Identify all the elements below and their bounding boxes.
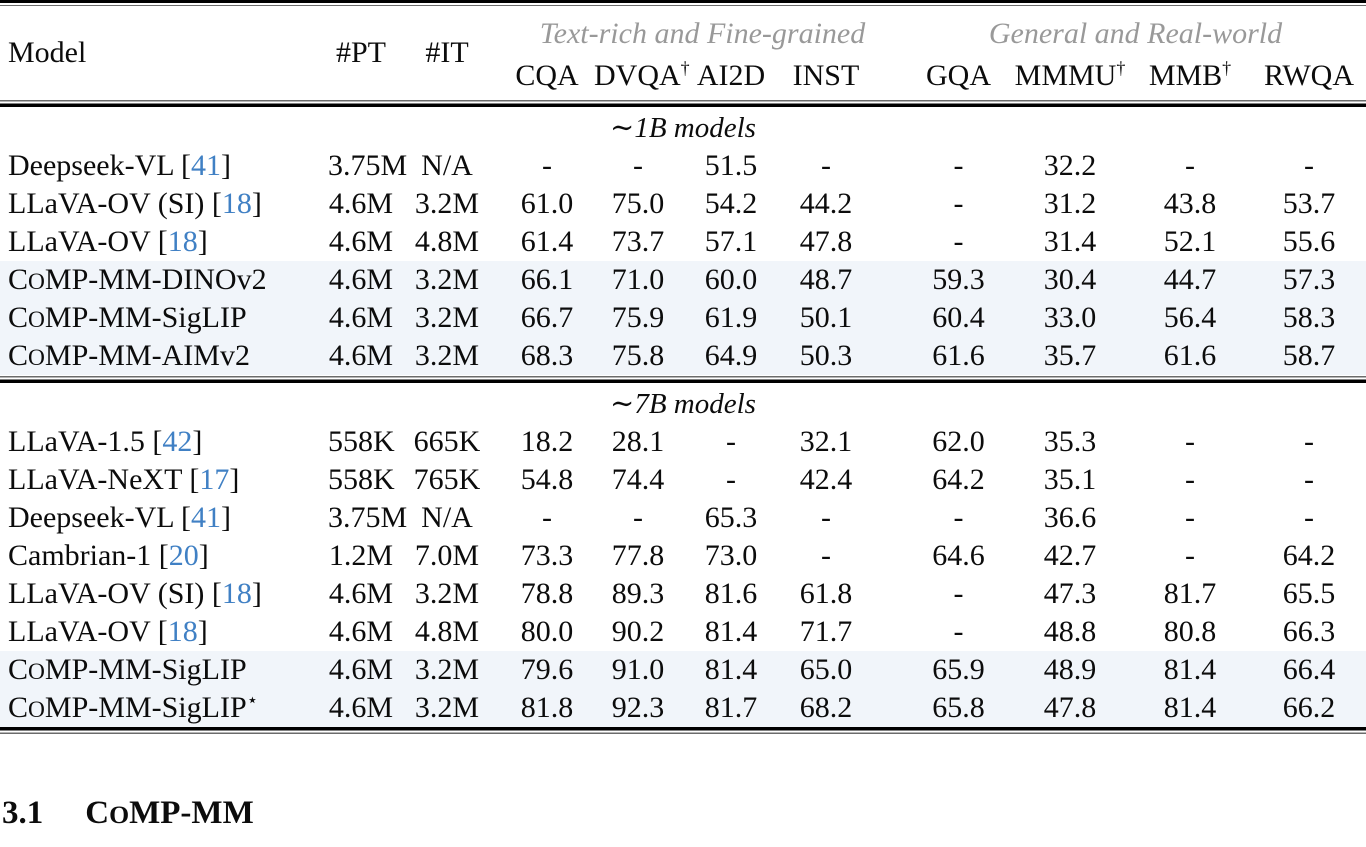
cell-value: 33.0 xyxy=(1012,299,1128,337)
smallcap-o: O xyxy=(28,697,45,723)
cell-value: 4.8M xyxy=(414,225,480,258)
cell-value: 1.2M xyxy=(328,539,394,572)
cell-value: 65.0 xyxy=(780,651,872,689)
cell-value: 73.0 xyxy=(704,539,758,572)
cell-value: 765K xyxy=(413,463,481,496)
group-gap xyxy=(872,423,905,461)
cell-value: 90.2 xyxy=(611,615,665,648)
citation-link[interactable]: 18 xyxy=(221,187,252,220)
cell-value: 7.0M xyxy=(414,539,480,572)
citation-link[interactable]: 20 xyxy=(168,539,199,572)
cell-value: - xyxy=(953,501,964,534)
group-gap xyxy=(872,651,905,689)
smallcap-o: O xyxy=(28,659,45,685)
benchmark-label: DVQA xyxy=(594,58,681,92)
citation-link[interactable]: 41 xyxy=(190,501,221,534)
cell-value: 68.2 xyxy=(780,689,872,727)
cell-value: 4.6M xyxy=(328,299,394,337)
cell-value: - xyxy=(821,149,831,182)
cell-value: 92.3 xyxy=(594,689,682,727)
cell-value: 35.3 xyxy=(1043,425,1097,458)
cell-value: - xyxy=(1185,539,1195,572)
cell-value: 75.8 xyxy=(594,337,682,375)
cell-value: 73.3 xyxy=(520,539,574,572)
col-header-pt: #PT xyxy=(335,36,386,69)
benchmark-label: AI2D xyxy=(696,58,766,92)
table-rule xyxy=(0,375,1366,383)
cell-value: 665K xyxy=(413,425,481,458)
cell-value: 65.3 xyxy=(704,501,758,534)
benchmark-label: RWQA xyxy=(1264,58,1354,92)
cell-value: - xyxy=(633,149,643,182)
cell-value: 56.4 xyxy=(1128,299,1252,337)
cell-value: 58.3 xyxy=(1252,299,1366,337)
cell-value: 43.8 xyxy=(1163,187,1217,220)
group-gap xyxy=(872,575,905,613)
cell-value: 80.0 xyxy=(520,615,574,648)
benchmark-label: GQA xyxy=(926,58,991,92)
cell-value: - xyxy=(1185,149,1195,182)
table-row xyxy=(0,147,1366,185)
cell-value: 80.8 xyxy=(1163,615,1217,648)
cell-value: - xyxy=(953,225,964,258)
cell-value: 62.0 xyxy=(932,425,985,458)
cell-value: 71.0 xyxy=(594,261,682,299)
col-header-it: #IT xyxy=(425,36,469,69)
cell-value: 47.3 xyxy=(1043,577,1097,610)
citation-link[interactable]: 42 xyxy=(162,425,193,458)
cell-value: - xyxy=(821,539,831,572)
cell-value: - xyxy=(953,187,964,220)
star-mark: ⋆ xyxy=(246,690,259,711)
cell-value: 81.4 xyxy=(682,651,780,689)
group-gap xyxy=(872,223,905,261)
group-gap xyxy=(872,613,905,651)
col-header-model: Model xyxy=(8,36,87,69)
model-name: LLaVA-OV (SI) [18] xyxy=(8,187,262,220)
cell-value: 32.2 xyxy=(1043,149,1097,182)
group-header-text-rich: Text-rich and Fine-grained xyxy=(539,17,866,50)
cell-value: 31.2 xyxy=(1043,187,1097,220)
cell-value: - xyxy=(1304,463,1314,496)
group-gap xyxy=(872,689,905,727)
cell-value: 4.6M xyxy=(328,577,394,610)
cell-value: - xyxy=(1185,425,1195,458)
cell-value: 3.75M xyxy=(328,501,408,534)
cell-value: 3.2M xyxy=(394,689,500,727)
model-name: COMP-MM-DINOv2 xyxy=(0,261,328,299)
cell-value: 52.1 xyxy=(1163,225,1217,258)
col-header-ai2d xyxy=(682,52,780,99)
model-name: LLaVA-1.5 [42] xyxy=(8,425,203,458)
cell-value: 57.3 xyxy=(1252,261,1366,299)
cell-value: 50.1 xyxy=(780,299,872,337)
cell-value: 30.4 xyxy=(1012,261,1128,299)
table-top-rule xyxy=(0,0,1366,7)
model-name: COMP-MM-SigLIP xyxy=(0,299,328,337)
citation-link[interactable]: 18 xyxy=(167,225,198,258)
table-row xyxy=(0,185,1366,223)
cell-value: 81.8 xyxy=(500,689,594,727)
cell-value: - xyxy=(633,501,643,534)
cell-value: 61.0 xyxy=(520,187,574,220)
col-header-rwqa xyxy=(1252,52,1366,99)
col-header-cqa xyxy=(500,52,594,99)
cell-value: - xyxy=(1185,463,1195,496)
cell-value: 35.7 xyxy=(1012,337,1128,375)
cell-value: - xyxy=(542,501,552,534)
cell-value: 3.2M xyxy=(394,261,500,299)
cell-value: 65.5 xyxy=(1282,577,1336,610)
smallcap-o: O xyxy=(28,307,45,333)
cell-value: 81.4 xyxy=(704,615,758,648)
cell-value: 54.8 xyxy=(520,463,574,496)
col-header-mmb xyxy=(1128,52,1252,99)
model-name: LLaVA-OV [18] xyxy=(8,225,208,258)
cell-value: 48.8 xyxy=(1043,615,1097,648)
cell-value: 18.2 xyxy=(520,425,574,458)
cell-value: 81.4 xyxy=(1128,651,1252,689)
cell-value: - xyxy=(542,149,552,182)
table-row xyxy=(0,689,1366,727)
cell-value: 47.8 xyxy=(1012,689,1128,727)
cell-value: 4.6M xyxy=(328,615,394,648)
cell-value: 78.8 xyxy=(520,577,574,610)
cell-value: - xyxy=(726,425,736,458)
cell-value: 60.0 xyxy=(682,261,780,299)
col-header-mmmu xyxy=(1012,52,1128,99)
dagger-mark: † xyxy=(1222,57,1232,78)
table-row xyxy=(0,499,1366,537)
cell-value: 44.7 xyxy=(1128,261,1252,299)
cell-value: 75.0 xyxy=(611,187,665,220)
model-name: COMP-MM-SigLIP xyxy=(0,651,328,689)
group-gap xyxy=(872,299,905,337)
group-header-general: General and Real-world xyxy=(988,17,1283,50)
col-header-inst xyxy=(780,52,872,99)
table-row xyxy=(0,423,1366,461)
cell-value: 44.2 xyxy=(799,187,853,220)
cell-value: 64.2 xyxy=(932,463,985,496)
cell-value: 28.1 xyxy=(611,425,665,458)
table-rule xyxy=(0,99,1366,107)
col-header-dvqa xyxy=(594,52,690,99)
cell-value: 31.4 xyxy=(1043,225,1097,258)
table-row xyxy=(0,261,1366,299)
section-title: COMP-MM xyxy=(85,795,254,831)
model-name: Cambrian-1 [20] xyxy=(8,539,209,572)
model-name: LLaVA-NeXT [17] xyxy=(8,463,240,496)
cell-value: 81.7 xyxy=(1163,577,1217,610)
cell-value: - xyxy=(1185,501,1195,534)
cell-value: 3.2M xyxy=(394,299,500,337)
cell-value: 4.8M xyxy=(414,615,480,648)
cell-value: 79.6 xyxy=(500,651,594,689)
cell-value: 3.75M xyxy=(328,149,408,182)
table-row xyxy=(0,613,1366,651)
benchmark-label: INST xyxy=(792,58,860,92)
cell-value: 81.4 xyxy=(1128,689,1252,727)
cell-value: 74.4 xyxy=(611,463,665,496)
cell-value: 64.6 xyxy=(932,539,985,572)
cell-value: 32.1 xyxy=(799,425,853,458)
dagger-mark: † xyxy=(680,57,690,78)
cell-value: 42.7 xyxy=(1043,539,1097,572)
cell-value: - xyxy=(1304,149,1314,182)
section-title-row xyxy=(0,107,1366,147)
cell-value: 54.2 xyxy=(704,187,758,220)
cell-value: - xyxy=(953,577,964,610)
table-row xyxy=(0,575,1366,613)
model-name: COMP-MM-SigLIP⋆ xyxy=(0,689,328,727)
cell-value: 558K xyxy=(328,463,395,496)
cell-value: 3.2M xyxy=(394,337,500,375)
cell-value: 73.7 xyxy=(611,225,665,258)
cell-value: 35.1 xyxy=(1043,463,1097,496)
col-header-gqa xyxy=(905,52,1012,99)
cell-value: 66.1 xyxy=(500,261,594,299)
model-name: Deepseek-VL [41] xyxy=(8,149,231,182)
smallcap-o: O xyxy=(28,345,45,371)
benchmark-label: MMB xyxy=(1148,58,1223,92)
model-name: LLaVA-OV [18] xyxy=(8,615,208,648)
cell-value: 64.9 xyxy=(682,337,780,375)
cell-value: 47.8 xyxy=(799,225,853,258)
cell-value: - xyxy=(1304,425,1314,458)
cell-value: 66.4 xyxy=(1252,651,1366,689)
cell-value: 558K xyxy=(328,425,395,458)
group-gap xyxy=(872,147,905,185)
cell-value: 53.7 xyxy=(1282,187,1336,220)
cell-value: 3.2M xyxy=(414,577,480,610)
model-size-section-title: ∼7B models xyxy=(610,387,756,420)
cell-value: 61.9 xyxy=(682,299,780,337)
cell-value: 61.6 xyxy=(905,337,1012,375)
table-row xyxy=(0,223,1366,261)
model-name: LLaVA-OV (SI) [18] xyxy=(8,577,262,610)
group-gap xyxy=(872,52,905,99)
model-name: COMP-MM-AIMv2 xyxy=(0,337,328,375)
model-size-section-title: ∼1B models xyxy=(610,111,756,144)
cell-value: - xyxy=(821,501,831,534)
header-row-groups xyxy=(0,7,1366,52)
cell-value: 71.7 xyxy=(799,615,853,648)
cell-value: 42.4 xyxy=(799,463,853,496)
dagger-mark: † xyxy=(1116,57,1126,78)
cell-value: - xyxy=(726,463,736,496)
cell-value: 57.1 xyxy=(704,225,758,258)
cell-value: 66.3 xyxy=(1282,615,1336,648)
cell-value: 91.0 xyxy=(594,651,682,689)
cell-value: 89.3 xyxy=(611,577,665,610)
cell-value: 51.5 xyxy=(704,149,758,182)
citation-link[interactable]: 18 xyxy=(167,615,198,648)
cell-value: 77.8 xyxy=(611,539,665,572)
cell-value: 61.4 xyxy=(520,225,574,258)
group-gap xyxy=(872,185,905,223)
cell-value: 66.2 xyxy=(1252,689,1366,727)
cell-value: 81.7 xyxy=(682,689,780,727)
cell-value: N/A xyxy=(421,501,473,534)
citation-link[interactable]: 17 xyxy=(199,463,230,496)
cell-value: 65.8 xyxy=(905,689,1012,727)
cell-value: - xyxy=(1304,501,1314,534)
section-number: 3.1 xyxy=(2,795,44,831)
table-row xyxy=(0,537,1366,575)
cell-value: 81.6 xyxy=(704,577,758,610)
citation-link[interactable]: 41 xyxy=(190,149,221,182)
table-rule xyxy=(0,727,1366,735)
section-heading xyxy=(2,795,1366,832)
benchmark-label: MMMU xyxy=(1014,58,1117,92)
benchmark-label: CQA xyxy=(515,58,579,92)
cell-value: 61.6 xyxy=(1128,337,1252,375)
cell-value: 48.7 xyxy=(780,261,872,299)
smallcap-o: O xyxy=(109,800,130,829)
cell-value: 55.6 xyxy=(1282,225,1336,258)
model-name: Deepseek-VL [41] xyxy=(8,501,231,534)
section-title-row xyxy=(0,383,1366,423)
cell-value: 65.9 xyxy=(905,651,1012,689)
table-row xyxy=(0,337,1366,375)
cell-value: N/A xyxy=(421,149,473,182)
citation-link[interactable]: 18 xyxy=(221,577,252,610)
group-gap xyxy=(872,499,905,537)
table-row xyxy=(0,651,1366,689)
group-gap xyxy=(872,537,905,575)
table-row xyxy=(0,461,1366,499)
cell-value: 4.6M xyxy=(328,651,394,689)
cell-value: 4.6M xyxy=(328,261,394,299)
smallcap-o: O xyxy=(28,269,45,295)
table-body xyxy=(0,99,1366,735)
cell-value: 60.4 xyxy=(905,299,1012,337)
cell-value: 64.2 xyxy=(1282,539,1336,572)
group-gap xyxy=(872,461,905,499)
cell-value: 3.2M xyxy=(414,187,480,220)
cell-value: 4.6M xyxy=(328,225,394,258)
cell-value: 3.2M xyxy=(394,651,500,689)
cell-value: - xyxy=(953,149,964,182)
cell-value: 4.6M xyxy=(328,187,394,220)
cell-value: 36.6 xyxy=(1043,501,1097,534)
cell-value: 4.6M xyxy=(328,337,394,375)
cell-value: 48.9 xyxy=(1012,651,1128,689)
cell-value: 61.8 xyxy=(799,577,853,610)
cell-value: 75.9 xyxy=(594,299,682,337)
cell-value: 59.3 xyxy=(905,261,1012,299)
cell-value: 66.7 xyxy=(500,299,594,337)
cell-value: 50.3 xyxy=(780,337,872,375)
group-gap xyxy=(872,261,905,299)
cell-value: 4.6M xyxy=(328,689,394,727)
cell-value: 68.3 xyxy=(500,337,594,375)
group-gap xyxy=(872,337,905,375)
cell-value: - xyxy=(953,615,964,648)
cell-value: 58.7 xyxy=(1252,337,1366,375)
table-row xyxy=(0,299,1366,337)
